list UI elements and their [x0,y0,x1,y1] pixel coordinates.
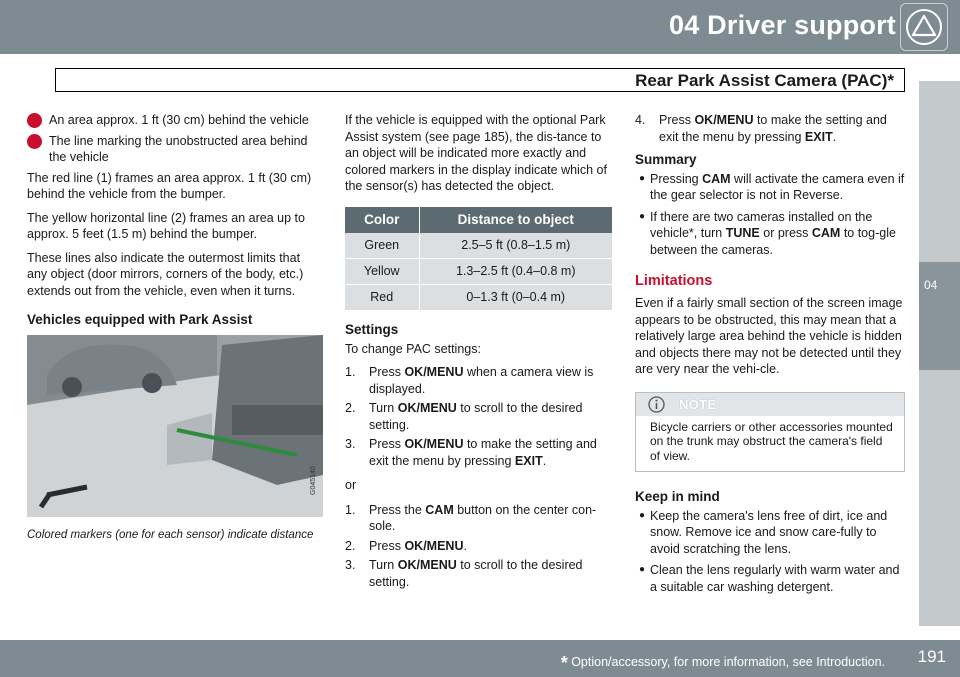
note-header [636,393,904,416]
paragraph: These lines also indicate the outermost limits that any object (door mirrors, corners of the body, etc.) extends out from the vehicle, even when it turns. [27,250,304,298]
list-item: ● If there are two cameras installed on the vehicle*, turn TUNE or press CAM to tog-gle between the cameras. [635,209,907,259]
chapter-title: 04 Driver support [669,10,896,40]
numbered-item-text: The line marking the unobstructed area behind the vehicle [49,133,308,164]
paragraph: If the vehicle is equipped with the optional Park Assist system (see page 185), the dis-tance to an object will be indicated more exactly and colored markers in the display indicate which of the sensor(s) has detected the object. [345,113,607,193]
section-title: Rear Park Assist Camera (PAC)* [635,71,894,90]
svg-text:G045140: G045140 [310,466,317,495]
keep-in-mind-list [635,508,907,596]
camera-view-illustration [27,335,323,517]
bullet-icon: ● [639,172,646,184]
paragraph: Even if a fairly small section of the screen image appears to be obstructed, this may mean that a relatively large area behind the vehicle is hidden and objects there may not be detected until they are very near the vehi-cle. [635,296,903,377]
table-header-cell: Distance to object [419,207,612,233]
list-item: 4. Press OK/MENU to make the setting and exit the menu by pressing EXIT. [635,113,887,144]
steps-list-continued [635,112,907,145]
paragraph: The red line (1) frames an area approx. 1 ft (30 cm) behind the vehicle from the bumper. [27,170,312,201]
table-row [345,285,612,311]
table-row [345,259,612,285]
heading-park-assist: Vehicles equipped with Park Assist [27,312,253,327]
heading-summary: Summary [635,152,697,167]
page-footer [0,640,960,677]
chapter-header-bar [0,0,960,54]
column-right [635,112,907,600]
numbered-item-2 [27,133,322,166]
table-header-cell: Color [345,207,419,233]
or-separator: or [345,478,357,493]
table-cell: 2.5–5 ft (0.8–1.5 m) [419,233,612,259]
list-item: 2. Press OK/MENU. [345,538,467,553]
numbered-item-text: An area approx. 1 ft (30 cm) behind the vehicle [49,113,309,127]
table-cell: 0–1.3 ft (0–0.4 m) [419,285,612,311]
list-item: 1. Press OK/MENU when a camera view is displayed. [345,365,594,396]
summary-list [635,171,907,259]
bullet-icon: ● [639,564,646,576]
table-cell: Red [345,285,419,311]
note-title: NOTE [679,396,717,412]
table-cell: 1.3–2.5 ft (0.4–0.8 m) [419,259,612,285]
table-header-row [345,207,612,233]
heading-settings: Settings [345,322,399,337]
section-header [55,68,905,92]
footnote: * Option/accessory, for more information, see Introduction. [560,653,885,673]
info-icon [648,396,665,413]
warning-triangle-icon [900,3,948,51]
distance-table [345,207,612,312]
note-body: Bicycle carriers or other accessories mounted on the trunk may obstruct the camera's field of view. [650,419,893,463]
list-item: 2. Turn OK/MENU to scroll to the desired setting. [345,401,583,432]
bullet-icon: ● [639,509,646,521]
page-number: 191 [917,647,946,666]
list-item: ● Clean the lens regularly with warm water and a suitable car washing detergent. [635,562,907,595]
table-row [345,233,612,259]
heading-limitations: Limitations [635,273,713,290]
column-left [27,112,322,543]
note-box [635,392,905,472]
heading-keep-in-mind: Keep in mind [635,489,720,505]
table-cell: Green [345,233,419,259]
image-caption: Colored markers (one for each sensor) indicate distance [27,528,314,541]
list-item: 3. Press OK/MENU to make the setting and exit the menu by pressing EXIT. [345,437,597,468]
table-cell: Yellow [345,259,419,285]
numbered-item-1 [27,112,322,129]
list-item: 3. Turn OK/MENU to scroll to the desired setting. [345,558,583,589]
column-middle [345,112,613,593]
list-item: 1. Press the CAM button on the center con-sole. [345,502,597,534]
bullet-icon: ● [639,210,646,222]
paragraph: To change PAC settings: [345,341,481,356]
chapter-side-tab-label: 04 [924,278,938,292]
list-item: ● Keep the camera's lens free of dirt, ice and snow. Remove ice and snow care-fully to avoid scratching the lens. [635,508,907,558]
paragraph: The yellow horizontal line (2) frames an area up to approx. 5 feet (1.5 m) behind the bumper. [27,210,305,241]
list-item: ● Pressing CAM will activate the camera even if the gear selector is not in Reverse. [635,171,907,204]
callout-badge-1-icon [27,113,42,128]
callout-badge-2-icon [27,134,42,149]
steps-list-a [345,364,613,469]
steps-list-b [345,502,613,591]
